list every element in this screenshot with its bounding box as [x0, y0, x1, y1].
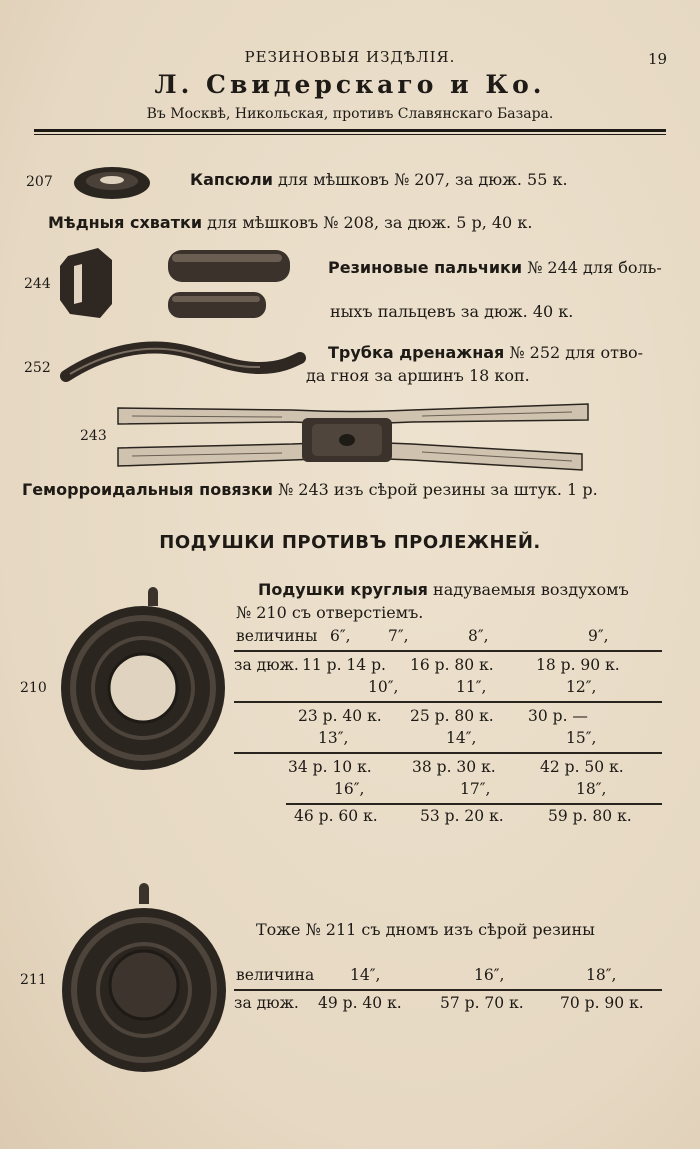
price-cell: 34 р. 10 к. — [288, 758, 372, 776]
item-244 — [328, 258, 662, 277]
table-rule — [234, 989, 662, 991]
size-label: величина — [236, 966, 315, 984]
item-label: Трубка дренажная — [328, 343, 505, 362]
price-cell: 59 р. 80 к. — [548, 807, 632, 825]
price-cell: 25 р. 80 к. — [410, 707, 494, 725]
page-number: 19 — [648, 50, 668, 68]
item-text: для мѣшковъ № 207, за дюж. 55 к. — [278, 170, 568, 189]
item-label: Капсюли — [190, 170, 273, 189]
price-cell: 38 р. 30 к. — [412, 758, 496, 776]
cushion211-title: Тоже № 211 съ дномъ изъ сѣрой резины — [256, 920, 595, 939]
table-rule — [234, 752, 662, 754]
price-cell: 18 р. 90 к. — [536, 656, 620, 674]
size-cell: 14″, — [350, 966, 381, 984]
table-rule — [234, 650, 662, 652]
size-cell: 8″, — [468, 627, 489, 645]
size-cell: 18″, — [576, 780, 607, 798]
item-label: Геморроидальныя повязки — [22, 480, 273, 499]
item-number: 210 — [20, 680, 47, 696]
section-title: ПОДУШКИ ПРОТИВЪ ПРОЛЕЖНЕЙ. — [159, 532, 541, 553]
item-text: № 244 для боль- — [527, 258, 662, 277]
price-cell: 57 р. 70 к. — [440, 994, 524, 1012]
round-cushion-illustration — [60, 582, 230, 777]
price-cell: 30 р. — — [528, 707, 588, 725]
item-text: для мѣшковъ № 208, за дюж. 5 р, 40 к. — [207, 213, 533, 232]
size-cell: 10″, — [368, 678, 399, 696]
size-cell: 12″, — [566, 678, 597, 696]
cushion-text: надуваемыя воздухомъ — [433, 580, 629, 599]
table-rule — [286, 803, 662, 805]
price-cell: 16 р. 80 к. — [410, 656, 494, 674]
table-rule — [234, 701, 662, 703]
company-name: Л. Свидерскаго и Ко. — [154, 70, 546, 99]
size-cell: 11″, — [456, 678, 487, 696]
item-number: 243 — [80, 428, 107, 444]
size-cell: 15″, — [566, 729, 597, 747]
drainage-tube-illustration — [60, 334, 310, 390]
item-252 — [328, 343, 643, 362]
price-cell: 23 р. 40 к. — [298, 707, 382, 725]
size-label: величины — [236, 627, 318, 645]
finger-cots-illustration — [60, 246, 295, 326]
price-cell: 46 р. 60 к. — [294, 807, 378, 825]
item-label: Резиновые пальчики — [328, 258, 523, 277]
price-cell: 70 р. 90 к. — [560, 994, 644, 1012]
capsule-illustration — [72, 163, 152, 201]
size-cell: 14″, — [446, 729, 477, 747]
hemorrhoidal-bandage-illustration — [112, 398, 592, 478]
price-cell: 53 р. 20 к. — [420, 807, 504, 825]
price-label: за дюж. — [234, 656, 299, 674]
company-address: Въ Москвѣ, Никольская, противъ Славянскаго Базара. — [146, 106, 554, 122]
item-243 — [22, 480, 598, 499]
cushion-text-line2: № 210 съ отверстіемъ. — [236, 603, 424, 622]
header-rule-thin — [34, 134, 666, 135]
price-cell: 49 р. 40 к. — [318, 994, 402, 1012]
item-text-line2: ныхъ пальцевъ за дюж. 40 к. — [330, 302, 574, 321]
header-rule — [34, 129, 666, 132]
size-cell: 18″, — [586, 966, 617, 984]
item-207 — [190, 170, 568, 189]
price-cell: 11 р. 14 р. — [302, 656, 386, 674]
size-cell: 17″, — [460, 780, 491, 798]
cushion-label: Подушки круглыя — [258, 580, 428, 599]
size-cell: 16″, — [334, 780, 365, 798]
item-text: № 243 изъ сѣрой резины за штук. 1 р. — [278, 480, 598, 499]
price-label: за дюж. — [234, 994, 299, 1012]
item-number: 207 — [26, 174, 53, 190]
catalog-category: РЕЗИНОВЫЯ ИЗДѢЛІЯ. — [244, 48, 456, 66]
item-208 — [48, 213, 532, 232]
item-number: 211 — [20, 972, 47, 988]
price-cell: 42 р. 50 к. — [540, 758, 624, 776]
item-number: 252 — [24, 360, 51, 376]
item-number: 244 — [24, 276, 51, 292]
item-label: Мѣдныя схватки — [48, 213, 203, 232]
item-text: № 252 для отво- — [509, 343, 643, 362]
size-cell: 13″, — [318, 729, 349, 747]
size-cell: 9″, — [588, 627, 609, 645]
cushion210-title — [258, 580, 629, 599]
item-text-line2: да гноя за аршинъ 18 коп. — [306, 366, 530, 385]
cushion-with-bottom-illustration — [60, 880, 230, 1080]
size-cell: 7″, — [388, 627, 409, 645]
size-cell: 6″, — [330, 627, 351, 645]
size-cell: 16″, — [474, 966, 505, 984]
